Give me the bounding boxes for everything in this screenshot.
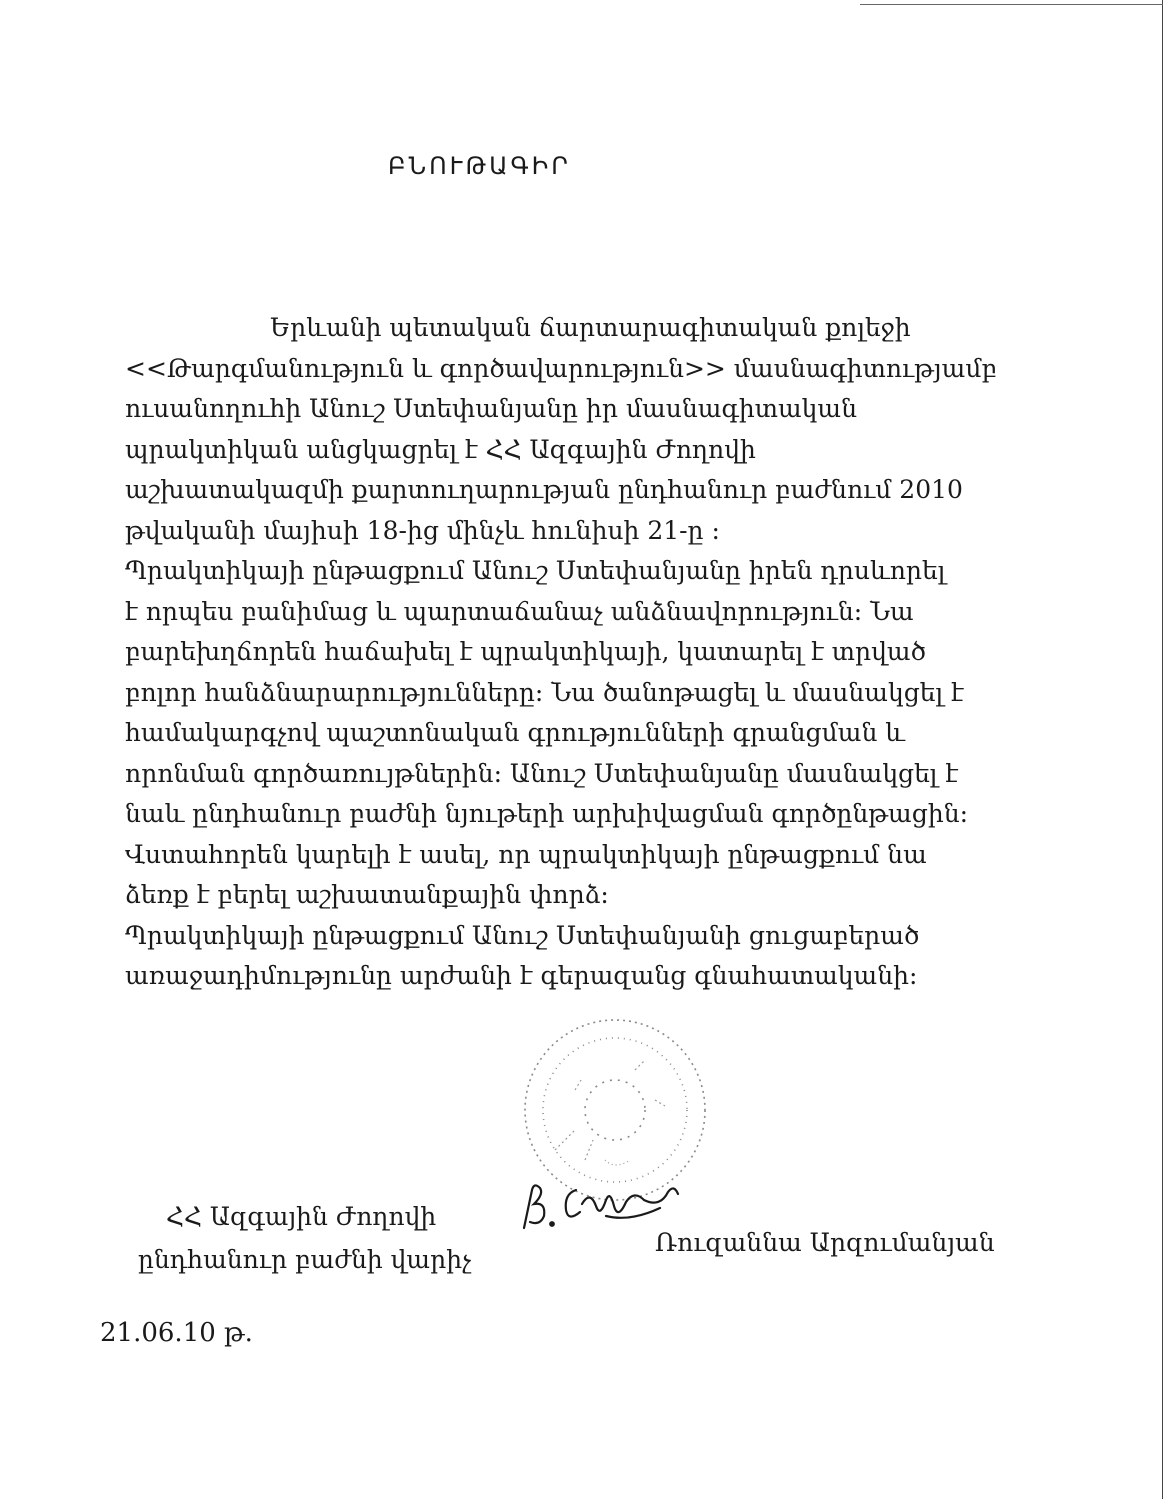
body-line: թվականի մայիսի 18-ից մինչև հունիսի 21-ը : [125, 515, 720, 545]
signatory-position [138, 1195, 471, 1281]
body-line: Պրակտիկայի ընթացքում Անուշ Ստեփանյանի ցուցաբերած [125, 920, 920, 950]
body-line: բոլոր հանձնարարությունները: Նա ծանոթացել և մասնակցել է [125, 677, 964, 707]
body-line: Երևանի պետական ճարտարագիտական քոլեջի [270, 313, 911, 342]
body-line: որոնման գործառույթներին: Անուշ Ստեփանյանը մասնակցել է [125, 758, 959, 788]
body-line: նաև ընդհանուր բաժնի նյութերի արխիվացման գործընթացին: [125, 799, 969, 828]
body-line: Պրակտիկայի ընթացքում Անուշ Ստեփանյանը իրեն դրսևորել [125, 556, 946, 585]
document-body [125, 308, 1025, 997]
position-line: ընդհանուր բաժնի վարիչ [138, 1245, 472, 1274]
body-line: Վստահորեն կարելի է ասել, որ պրակտիկայի ընթացքում նա [125, 839, 927, 869]
body-line: առաջադիմությունը արժանի է գերազանց գնահատականի: [125, 961, 918, 990]
signatory-name: Ռուզաննա Արզումանյան [655, 1228, 995, 1257]
scan-edge-line-top [860, 4, 1163, 5]
document-date: 21.06.10 թ. [100, 1318, 253, 1348]
body-line: է որպես բանիմաց և պարտաճանաչ անձնավորություն: Նա [125, 596, 914, 626]
body-line: <<Թարգմանություն և գործավարություն>> մասնագիտությամբ [125, 353, 997, 383]
position-line: ՀՀ Ազգային Ժողովի [166, 1202, 437, 1231]
body-line: բարեխղճորեն հաճախել է պրակտիկայի, կատարել է տրված [125, 637, 926, 666]
body-line: ձեռք է բերել աշխատանքային փորձ: [125, 880, 609, 909]
body-line: պրակտիկան անցկացրել է ՀՀ Ազգային Ժողովի [125, 434, 756, 464]
body-line: ուսանողուհի Անուշ Ստեփանյանը իր մասնագիտական [125, 394, 857, 423]
body-line: համակարգչով պաշտոնական գրությունների գրանցման և [125, 718, 905, 747]
body-line: աշխատակազմի քարտուղարության ընդհանուր բաժնում 2010 [125, 475, 963, 504]
document-title: ԲՆՈՒԹԱԳԻՐ [388, 152, 571, 180]
